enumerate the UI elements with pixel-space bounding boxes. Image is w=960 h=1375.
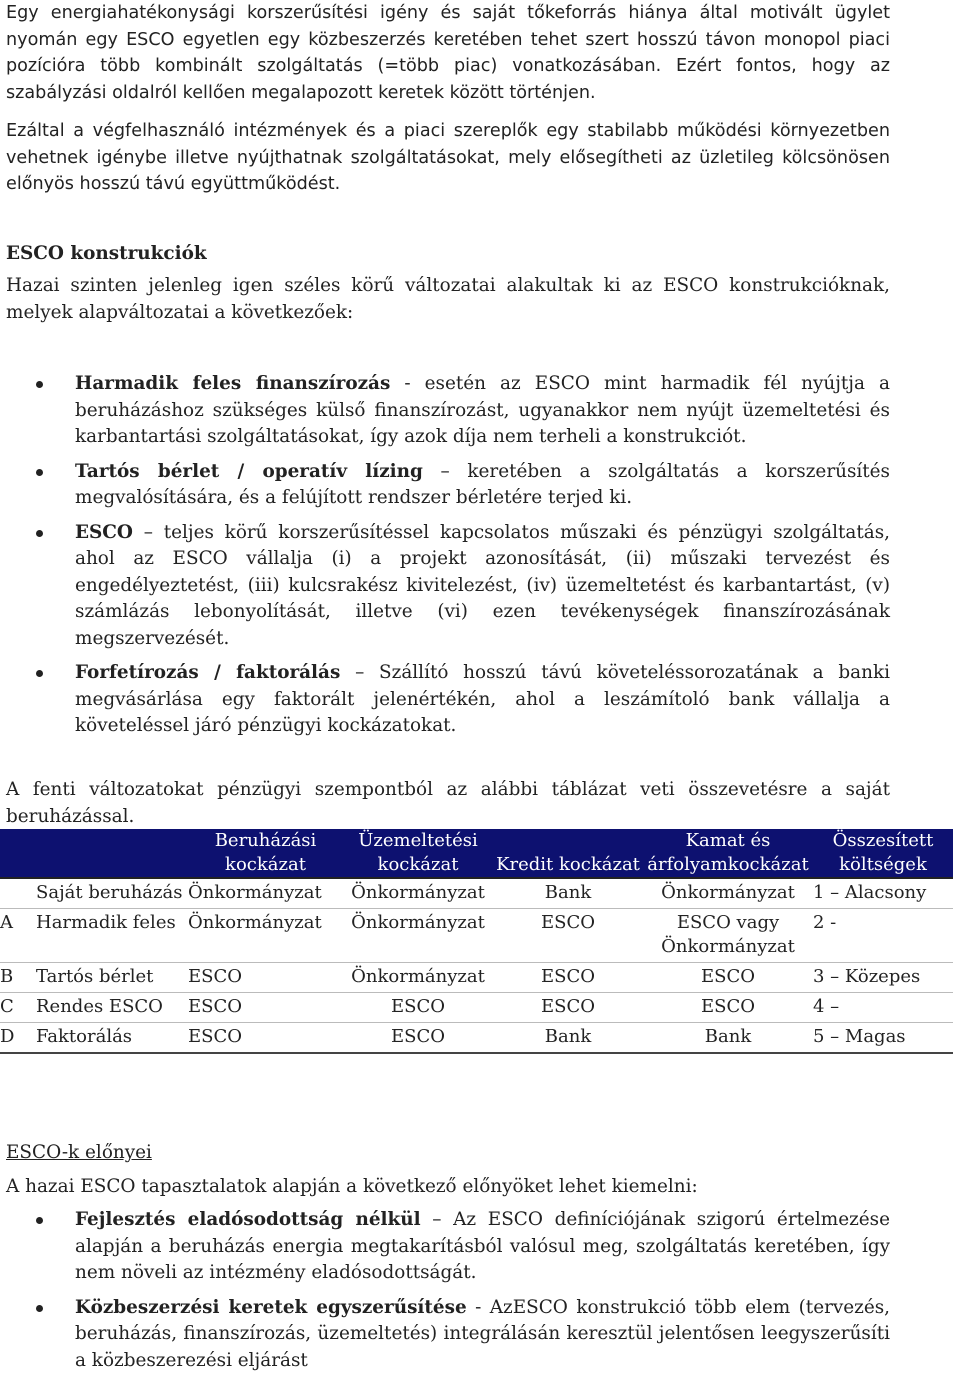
- row-name: Harmadik feles: [36, 909, 188, 963]
- list-item: [6, 1207, 890, 1287]
- list-item: [6, 520, 890, 653]
- table-row: [0, 963, 953, 993]
- row-code: C: [0, 993, 36, 1023]
- table-row: [0, 909, 953, 963]
- row-code: D: [0, 1023, 36, 1054]
- cell-beruhazasi: ESCO: [188, 963, 343, 993]
- table-header-blank: [36, 829, 188, 878]
- bullet-icon: [36, 1217, 43, 1224]
- cell-kredit: Bank: [493, 1023, 643, 1054]
- table-header-blank: [0, 829, 36, 878]
- list-item-term: Harmadik feles finanszírozás: [75, 373, 391, 394]
- cell-kamat: ESCO: [643, 963, 813, 993]
- cell-osszesitett: 2 -: [813, 909, 953, 963]
- cell-kamat: Bank: [643, 1023, 813, 1054]
- row-code: [0, 878, 36, 909]
- table-header: Beruházási kockázat: [188, 829, 343, 878]
- list-item-term: Közbeszerzési keretek egyszerűsítése: [75, 1296, 467, 1318]
- cell-uzemeltetesi: ESCO: [343, 993, 493, 1023]
- list-item-text: – Szállító hosszú távú követeléssorozatának a banki megvásárlása egy faktorált jelenértékén, ahol a leszámítoló bank vállalja a követeléssel járó pénzügyi kockázatokat.: [75, 662, 891, 736]
- constructions-list: [6, 371, 890, 740]
- intro-paragraph-2: Ezáltal a végfelhasználó intézmények és a piaci szereplők egy stabilabb működési környezetben vehetnek igénybe illetve nyújthatnak szolgáltatásokat, mely elősegítheti az üzletileg kölcsönösen előnyös hosszú távú együttműködést.: [6, 121, 890, 194]
- table-header-row: [0, 829, 953, 878]
- risk-comparison-table: [0, 829, 953, 1054]
- list-item-text: – teljes körű korszerűsítéssel kapcsolatos műszaki és pénzügyi szolgáltatás, ahol az ESCO vállalja (i) a projekt azonosítását, (ii) műszaki tervezést és engedélyeztetést, (iii) kulcsrakész kivitelezést, (iv) üzemeltetést és karbantartást, (v) számlázás lebonyolítását, illetve (vi) ezen tevékenységek finanszírozásának megszervezését.: [75, 521, 890, 649]
- list-item: [6, 459, 890, 512]
- cell-kamat: ESCO: [643, 993, 813, 1023]
- row-name: Tartós bérlet: [36, 963, 188, 993]
- bullet-icon: [36, 670, 43, 677]
- row-name: Faktorálás: [36, 1023, 188, 1054]
- section-heading-advantages: ESCO-k előnyei: [6, 1142, 152, 1163]
- table-row: [0, 993, 953, 1023]
- list-item-term: ESCO: [75, 521, 133, 543]
- cell-uzemeltetesi: Önkormányzat: [343, 963, 493, 993]
- bullet-icon: [36, 530, 43, 537]
- table-header: Kredit kockázat: [493, 829, 643, 878]
- advantages-intro: A hazai ESCO tapasztalatok alapján a következő előnyöket lehet kiemelni:: [6, 1176, 698, 1197]
- cell-kredit: Bank: [493, 878, 643, 909]
- row-code: B: [0, 963, 36, 993]
- cell-osszesitett: 5 – Magas: [813, 1023, 953, 1054]
- intro-paragraph-1: Egy energiahatékonysági korszerűsítési igény és saját tőkeforrás hiánya által motivált ügylet nyomán egy ESCO egyetlen egy közbeszerzés keretében tehet szert hosszú távon monopol piaci pozícióra több kombinált szolgáltatás (=több piac) vonatkozásában. Ezért fontos, hogy az szabályzási oldalról kellően megalapozott keretek között történjen.: [6, 3, 890, 103]
- bullet-icon: [36, 1305, 43, 1312]
- cell-beruhazasi: ESCO: [188, 1023, 343, 1054]
- bullet-icon: [36, 381, 43, 388]
- cell-uzemeltetesi: Önkormányzat: [343, 878, 493, 909]
- row-name: Saját beruházás: [36, 878, 188, 909]
- list-item-text: – keretében a szolgáltatás a korszerűsítés megvalósítására, és a felújított rendszer bérletére terjed ki.: [75, 460, 890, 508]
- bullet-icon: [36, 469, 43, 476]
- cell-beruhazasi: Önkormányzat: [188, 909, 343, 963]
- table-row: [0, 878, 953, 909]
- table-intro: A fenti változatokat pénzügyi szempontból az alábbi táblázat veti összevetésre a saját beruházással.: [6, 779, 890, 827]
- table-row: [0, 1023, 953, 1054]
- list-item-term: Forfetírozás / faktorálás: [75, 662, 341, 683]
- constructions-intro: Hazai szinten jelenleg igen széles körű változatai alakultak ki az ESCO konstrukcióknak, melyek alapváltozatai a következőek:: [6, 275, 890, 323]
- row-code: A: [0, 909, 36, 963]
- list-item: [6, 1295, 890, 1375]
- list-item-term: Tartós bérlet / operatív lízing: [75, 460, 423, 482]
- list-item-text: - AzESCO konstrukció több elem (tervezés, beruházás, finanszírozás, üzemeltetés) integrálásán keresztül jelentősen leegyszerűsíti a közbeszerezési eljárást: [75, 1296, 890, 1371]
- row-name: Rendes ESCO: [36, 993, 188, 1023]
- advantages-list: [6, 1207, 890, 1374]
- list-item: [6, 371, 890, 451]
- cell-uzemeltetesi: Önkormányzat: [343, 909, 493, 963]
- list-item-text: – Az ESCO definíciójának szigorú értelmezése alapján a beruházás energia megtakarításból valósul meg, szolgáltatás keretében, így nem növeli az intézmény eladósodottságát.: [75, 1209, 890, 1283]
- table-header: Kamat és árfolyamkockázat: [643, 829, 813, 878]
- table-header: Összesített költségek: [813, 829, 953, 878]
- cell-kredit: ESCO: [493, 993, 643, 1023]
- section-heading-constructions: ESCO konstrukciók: [6, 243, 207, 264]
- cell-kredit: ESCO: [493, 963, 643, 993]
- list-item: [6, 660, 890, 740]
- list-item-term: Fejlesztés eladósodottság nélkül: [75, 1209, 421, 1230]
- cell-beruhazasi: Önkormányzat: [188, 878, 343, 909]
- cell-uzemeltetesi: ESCO: [343, 1023, 493, 1054]
- cell-osszesitett: 3 – Közepes: [813, 963, 953, 993]
- cell-kredit: ESCO: [493, 909, 643, 963]
- cell-osszesitett: 4 –: [813, 993, 953, 1023]
- cell-kamat: ESCO vagy Önkormányzat: [643, 909, 813, 963]
- table-header: Üzemeltetési kockázat: [343, 829, 493, 878]
- cell-beruhazasi: ESCO: [188, 993, 343, 1023]
- list-item-text: - esetén az ESCO mint harmadik fél nyújtja a beruházáshoz szükséges külső finanszírozást, ugyanakkor nem nyújt üzemeltetési és karbantartási szolgáltatásokat, így azok díja nem terheli a konstrukciót.: [75, 373, 890, 447]
- cell-kamat: Önkormányzat: [643, 878, 813, 909]
- cell-osszesitett: 1 – Alacsony: [813, 878, 953, 909]
